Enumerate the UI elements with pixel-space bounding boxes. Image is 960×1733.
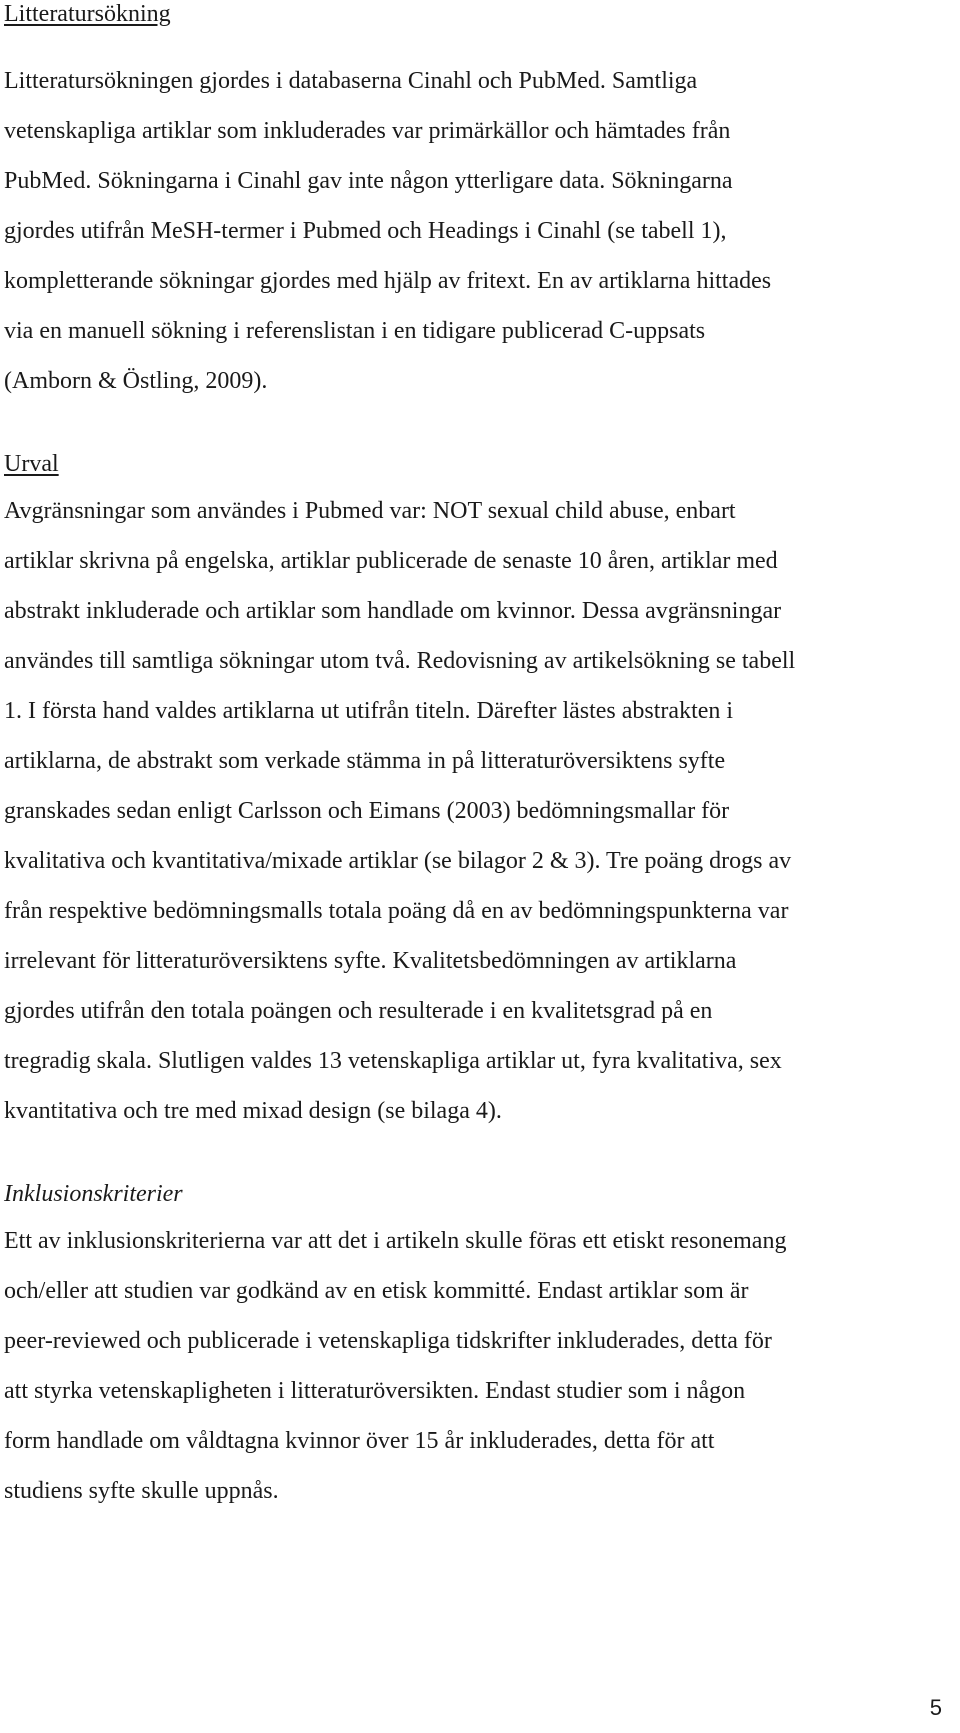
page-number: 5	[929, 1695, 942, 1720]
section-body-litteratursokning: Litteratursökningen gjordes i databaserna Cinahl och PubMed. Samtliga vetenskapliga artiklar som inkluderades var primärkällor och hämtades från PubMed. Sökningarna i Cinahl gav inte någon ytterligare data. Sökningarna gjordes utifrån MeSH-termer i Pubmed och Headings i Cinahl (se tabell 1), kompletterande sökningar gjordes med hjälp av fritext. En av artiklarna hittades via en manuell sökning i referenslistan i en tidigare publicerad C-uppsats (Amborn & Östling, 2009).	[4, 68, 772, 394]
section-body-inklusionskriterier: Ett av inklusionskriterierna var att det i artikeln skulle föras ett etiskt resonemang och/eller att studien var godkänd av en etisk kommitté. Endast artiklar som är peer-reviewed och publicerade i vetenskapliga tidskrifter inkluderades, detta för att styrka vetenskapligheten i litteraturöversikten. Endast studier som i någon form handlade om våldtagna kvinnor över 15 år inkluderades, detta för att studiens syfte skulle uppnås.	[4, 1228, 787, 1504]
section-heading-litteratursokning: Litteratursökning	[4, 1, 171, 27]
section-heading-urval: Urval	[4, 451, 59, 477]
section-body-urval: Avgränsningar som användes i Pubmed var: NOT sexual child abuse, enbart artiklar skrivna på engelska, artiklar publicerade de senaste 10 åren, artiklar med abstrakt inkluderade och artiklar som handlade om kvinnor. Dessa avgränsningar användes till samtliga sökningar utom två. Redovisning av artikelsökning se tabell 1. I första hand valdes artiklarna ut utifrån titeln. Därefter lästes abstrakten i artiklarna, de abstrakt som verkade stämma in på litteraturöversiktens syfte granskades sedan enligt Carlsson och Eimans (2003) bedömningsmallar för kvalitativa och kvantitativa/mixade artiklar (se bilagor 2 & 3). Tre poäng drogs av från respektive bedömningsmalls totala poäng då en av bedömningspunkterna var irrelevant för litteraturöversiktens syfte. Kvalitetsbedömningen av artiklarna gjordes utifrån den totala poängen och resulterade i en kvalitetsgrad på en tregradig skala. Slutligen valdes 13 vetenskapliga artiklar ut, fyra kvalitativa, sex kvantitativa och tre med mixad design (se bilaga 4).	[4, 498, 796, 1124]
section-heading-inklusionskriterier: Inklusionskriterier	[4, 1181, 183, 1207]
